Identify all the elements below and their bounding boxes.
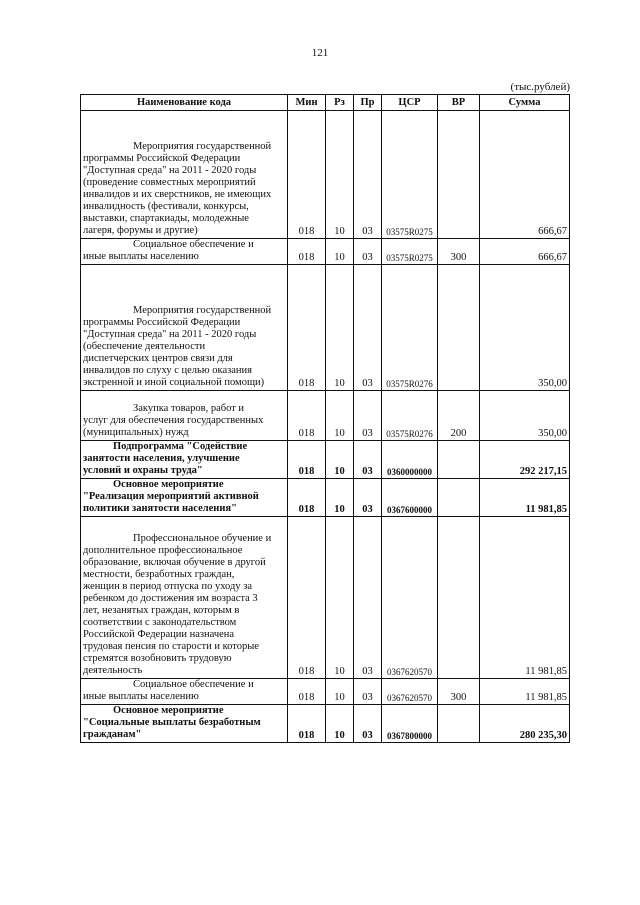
row-pr-cell: 03 bbox=[354, 239, 382, 265]
table-row bbox=[81, 479, 570, 517]
row-rz-cell: 10 bbox=[326, 705, 354, 743]
row-sum-cell: 11 981,85 bbox=[480, 679, 570, 705]
row-pr-cell: 03 bbox=[354, 517, 382, 679]
row-name-line: "Реализация мероприятий активной bbox=[83, 491, 259, 502]
row-name-line: политики занятости населения" bbox=[83, 503, 237, 514]
table-row bbox=[81, 391, 570, 441]
row-name-cell bbox=[81, 517, 288, 679]
row-pr-cell: 03 bbox=[354, 679, 382, 705]
row-min-cell: 018 bbox=[288, 111, 326, 239]
row-name-line: Закупка товаров, работ и bbox=[133, 403, 245, 414]
row-min-cell: 018 bbox=[288, 239, 326, 265]
column-header-csr: ЦСР bbox=[382, 95, 438, 111]
row-name-line: Российской Федерации назначена bbox=[83, 629, 235, 640]
row-rz-cell: 10 bbox=[326, 441, 354, 479]
row-name-line: лагеря, форумы и другие) bbox=[83, 225, 198, 236]
row-name-cell bbox=[81, 705, 288, 743]
row-name-line: (проведение совместных мероприятий bbox=[83, 177, 256, 188]
row-name-line: трудовая пенсия по старости и которые bbox=[83, 641, 259, 652]
row-name-line: (обеспечение деятельности bbox=[83, 341, 206, 352]
row-name-line: программы Российской Федерации bbox=[83, 153, 241, 164]
row-name-line: экстренной и иной социальной помощи) bbox=[83, 377, 265, 388]
row-vr-cell bbox=[438, 111, 480, 239]
row-rz-cell: 10 bbox=[326, 265, 354, 391]
row-name-line: Социальное обеспечение и bbox=[133, 239, 254, 250]
row-name-cell bbox=[81, 479, 288, 517]
row-sum-cell: 350,00 bbox=[480, 265, 570, 391]
row-rz-cell: 10 bbox=[326, 239, 354, 265]
row-rz-cell: 10 bbox=[326, 391, 354, 441]
column-header-name: Наименование кода bbox=[81, 95, 288, 111]
column-header-rz: Рз bbox=[326, 95, 354, 111]
row-name-line: гражданам" bbox=[83, 729, 142, 740]
row-min-cell: 018 bbox=[288, 705, 326, 743]
row-name-line: иные выплаты населению bbox=[83, 691, 199, 702]
row-name-line: (муниципальных) нужд bbox=[83, 427, 189, 438]
column-header-min: Мин bbox=[288, 95, 326, 111]
row-name-line: программы Российской Федерации bbox=[83, 317, 241, 328]
row-csr-cell: 0367800000 bbox=[382, 705, 438, 743]
row-name-line: "Доступная среда" на 2011 - 2020 годы bbox=[83, 165, 257, 176]
row-name-line: лет, незанятых граждан, которым в bbox=[83, 605, 240, 616]
table-header-row bbox=[81, 95, 570, 111]
row-pr-cell: 03 bbox=[354, 391, 382, 441]
row-name-line: инвалидность (фестивали, конкурсы, bbox=[83, 201, 249, 212]
row-min-cell: 018 bbox=[288, 441, 326, 479]
row-sum-cell: 11 981,85 bbox=[480, 517, 570, 679]
row-min-cell: 018 bbox=[288, 479, 326, 517]
row-name-line: ребенком до достижения им возраста 3 bbox=[83, 593, 258, 604]
row-name-line: Мероприятия государственной bbox=[133, 305, 272, 316]
row-sum-cell: 350,00 bbox=[480, 391, 570, 441]
row-name-cell bbox=[81, 265, 288, 391]
row-name-line: образование, включая обучение в другой bbox=[83, 557, 266, 568]
page-number: 121 bbox=[311, 47, 329, 59]
row-name-cell bbox=[81, 391, 288, 441]
row-sum-cell: 666,67 bbox=[480, 239, 570, 265]
row-name-line: услуг для обеспечения государственных bbox=[83, 415, 264, 426]
row-name-line: "Социальные выплаты безработным bbox=[83, 717, 261, 728]
row-name-line: выставки, спартакиады, молодежные bbox=[83, 213, 249, 224]
row-pr-cell: 03 bbox=[354, 705, 382, 743]
row-vr-cell bbox=[438, 705, 480, 743]
row-name-line: деятельность bbox=[83, 665, 143, 676]
row-sum-cell: 292 217,15 bbox=[480, 441, 570, 479]
table-row bbox=[81, 265, 570, 391]
row-name-line: стремятся возобновить трудовую bbox=[83, 653, 232, 664]
table-body bbox=[81, 111, 570, 743]
row-vr-cell bbox=[438, 441, 480, 479]
row-vr-cell bbox=[438, 517, 480, 679]
row-name-cell bbox=[81, 679, 288, 705]
row-csr-cell: 0367600000 bbox=[382, 479, 438, 517]
row-min-cell: 018 bbox=[288, 517, 326, 679]
row-csr-cell: 03575R0275 bbox=[382, 111, 438, 239]
column-header-vr: ВР bbox=[438, 95, 480, 111]
row-name-line: Мероприятия государственной bbox=[133, 141, 272, 152]
table-row bbox=[81, 679, 570, 705]
row-name-line: инвалидов по слуху с целью оказания bbox=[83, 365, 253, 376]
row-pr-cell: 03 bbox=[354, 265, 382, 391]
row-min-cell: 018 bbox=[288, 391, 326, 441]
row-name-line: условий и охраны труда" bbox=[83, 465, 203, 476]
row-name-cell bbox=[81, 441, 288, 479]
row-name-line: занятости населения, улучшение bbox=[83, 453, 240, 464]
row-sum-cell: 11 981,85 bbox=[480, 479, 570, 517]
row-name-cell bbox=[81, 111, 288, 239]
row-name-line: Основное мероприятие bbox=[113, 705, 224, 716]
row-csr-cell: 03575R0276 bbox=[382, 391, 438, 441]
row-rz-cell: 10 bbox=[326, 517, 354, 679]
row-name-line: диспетчерских центров связи для bbox=[83, 353, 233, 364]
table-row bbox=[81, 705, 570, 743]
row-name-cell bbox=[81, 239, 288, 265]
row-csr-cell: 03575R0276 bbox=[382, 265, 438, 391]
row-vr-cell: 200 bbox=[438, 391, 480, 441]
row-name-line: дополнительное профессиональное bbox=[83, 545, 243, 556]
table-row bbox=[81, 239, 570, 265]
row-rz-cell: 10 bbox=[326, 479, 354, 517]
row-csr-cell: 0367620570 bbox=[382, 679, 438, 705]
row-csr-cell: 0360000000 bbox=[382, 441, 438, 479]
row-sum-cell: 666,67 bbox=[480, 111, 570, 239]
row-name-line: Социальное обеспечение и bbox=[133, 679, 254, 690]
row-csr-cell: 0367620570 bbox=[382, 517, 438, 679]
row-min-cell: 018 bbox=[288, 265, 326, 391]
column-header-pr: Пр bbox=[354, 95, 382, 111]
row-name-line: женщин в период отпуска по уходу за bbox=[83, 581, 253, 592]
row-vr-cell bbox=[438, 479, 480, 517]
row-pr-cell: 03 bbox=[354, 441, 382, 479]
row-rz-cell: 10 bbox=[326, 111, 354, 239]
row-pr-cell: 03 bbox=[354, 479, 382, 517]
row-vr-cell bbox=[438, 265, 480, 391]
column-header-sum: Сумма bbox=[480, 95, 570, 111]
table-row bbox=[81, 441, 570, 479]
units-label: (тыс.рублей) bbox=[510, 81, 570, 93]
row-min-cell: 018 bbox=[288, 679, 326, 705]
row-name-line: инвалидов и их сверстников, не имеющих bbox=[83, 189, 272, 200]
row-name-line: "Доступная среда" на 2011 - 2020 годы bbox=[83, 329, 257, 340]
row-name-line: Профессиональное обучение и bbox=[133, 533, 272, 544]
row-vr-cell: 300 bbox=[438, 239, 480, 265]
row-pr-cell: 03 bbox=[354, 111, 382, 239]
table-row bbox=[81, 517, 570, 679]
table-row bbox=[81, 111, 570, 239]
row-name-line: Основное мероприятие bbox=[113, 479, 224, 490]
budget-table bbox=[80, 94, 570, 743]
row-vr-cell: 300 bbox=[438, 679, 480, 705]
row-csr-cell: 03575R0275 bbox=[382, 239, 438, 265]
row-name-line: местности, безработных граждан, bbox=[83, 569, 235, 580]
row-name-line: соответствии с законодательством bbox=[83, 617, 237, 628]
row-name-line: Подпрограмма "Содействие bbox=[113, 441, 248, 452]
row-sum-cell: 280 235,30 bbox=[480, 705, 570, 743]
row-name-line: иные выплаты населению bbox=[83, 251, 199, 262]
row-rz-cell: 10 bbox=[326, 679, 354, 705]
